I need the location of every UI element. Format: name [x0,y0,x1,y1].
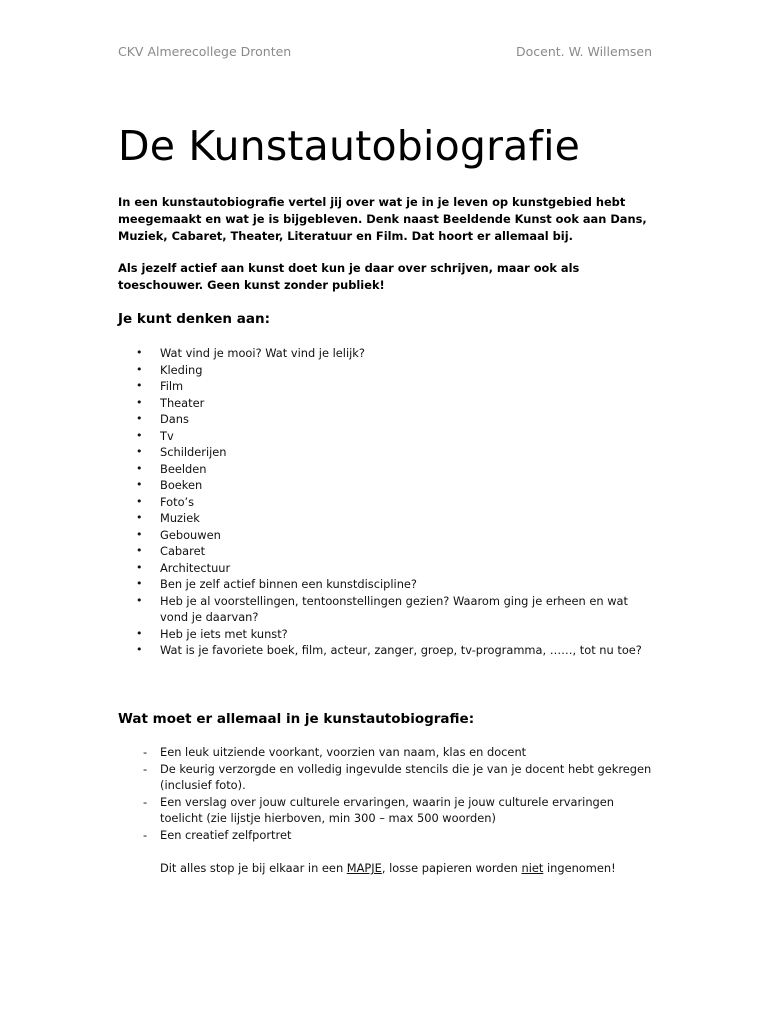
page-title: De Kunstautobiografie [118,122,581,170]
list-item: • Film [118,378,658,395]
intro-paragraph-1: In een kunstautobiografie vertel jij over wat je in je leven op kunstgebied hebt meegemaakt en wat je is bijgebleven. Denk naast Beeldende Kunst ook aan Dans, Muziek, Cabaret, Theater, Literatuur en Film. Dat hoort er allemaal bij. [118,195,647,243]
intro-paragraph-2: Als jezelf actief aan kunst doet kun je daar over schrijven, maar ook als toeschouwer. Geen kunst zonder publiek! [118,261,580,292]
page-header [118,44,652,62]
requirements-list [118,744,658,843]
list-item: • Boeken [118,477,658,494]
closing-note [160,860,680,877]
header-teacher: Docent. W. Willemsen [516,44,652,59]
list-item: • Theater [118,395,658,412]
header-school: CKV Almerecollege Dronten [118,44,292,59]
section-heading-requirements: Wat moet er allemaal in je kunstautobiografie: [118,711,475,727]
closing-niet: niet [521,861,544,875]
list-item: • Gebouwen [118,527,658,544]
list-item: • Heb je iets met kunst? [118,626,658,643]
closing-text-2: , losse papieren worden [381,861,522,875]
list-item: • Foto’s [118,494,658,511]
closing-text-3: ingenomen! [543,861,616,875]
list-item: • Wat is je favoriete boek, film, acteur, zanger, groep, tv-programma, ……, tot nu toe? [118,642,658,659]
list-item: • Beelden [118,461,658,478]
list-item: • Ben je zelf actief binnen een kunstdiscipline? [118,576,658,593]
list-item: - De keurig verzorgde en volledig ingevulde stencils die je van je docent hebt gekregen (inclusief foto). [118,761,658,794]
list-item: - Een leuk uitziende voorkant, voorzien van naam, klas en docent [118,744,658,761]
list-item: - Een creatief zelfportret [118,827,658,844]
list-item: • Kleding [118,362,658,379]
ideas-list [118,345,658,659]
list-item: • Muziek [118,510,658,527]
closing-text-1: Dit alles stop je bij elkaar in een [160,861,347,875]
list-item: • Wat vind je mooi? Wat vind je lelijk? [118,345,658,362]
list-item: • Dans [118,411,658,428]
list-item: • Heb je al voorstellingen, tentoonstellingen gezien? Waarom ging je erheen en wat vond je daarvan? [118,593,658,626]
list-item: • Architectuur [118,560,658,577]
list-item: • Tv [118,428,658,445]
section-heading-ideas: Je kunt denken aan: [118,311,270,327]
list-item: • Schilderijen [118,444,658,461]
list-item: - Een verslag over jouw culturele ervaringen, waarin je jouw culturele ervaringen toelicht (zie lijstje hierboven, min 300 – max 500 woorden) [118,794,658,827]
closing-mapje: MAPJE [346,861,382,875]
list-item: • Cabaret [118,543,658,560]
